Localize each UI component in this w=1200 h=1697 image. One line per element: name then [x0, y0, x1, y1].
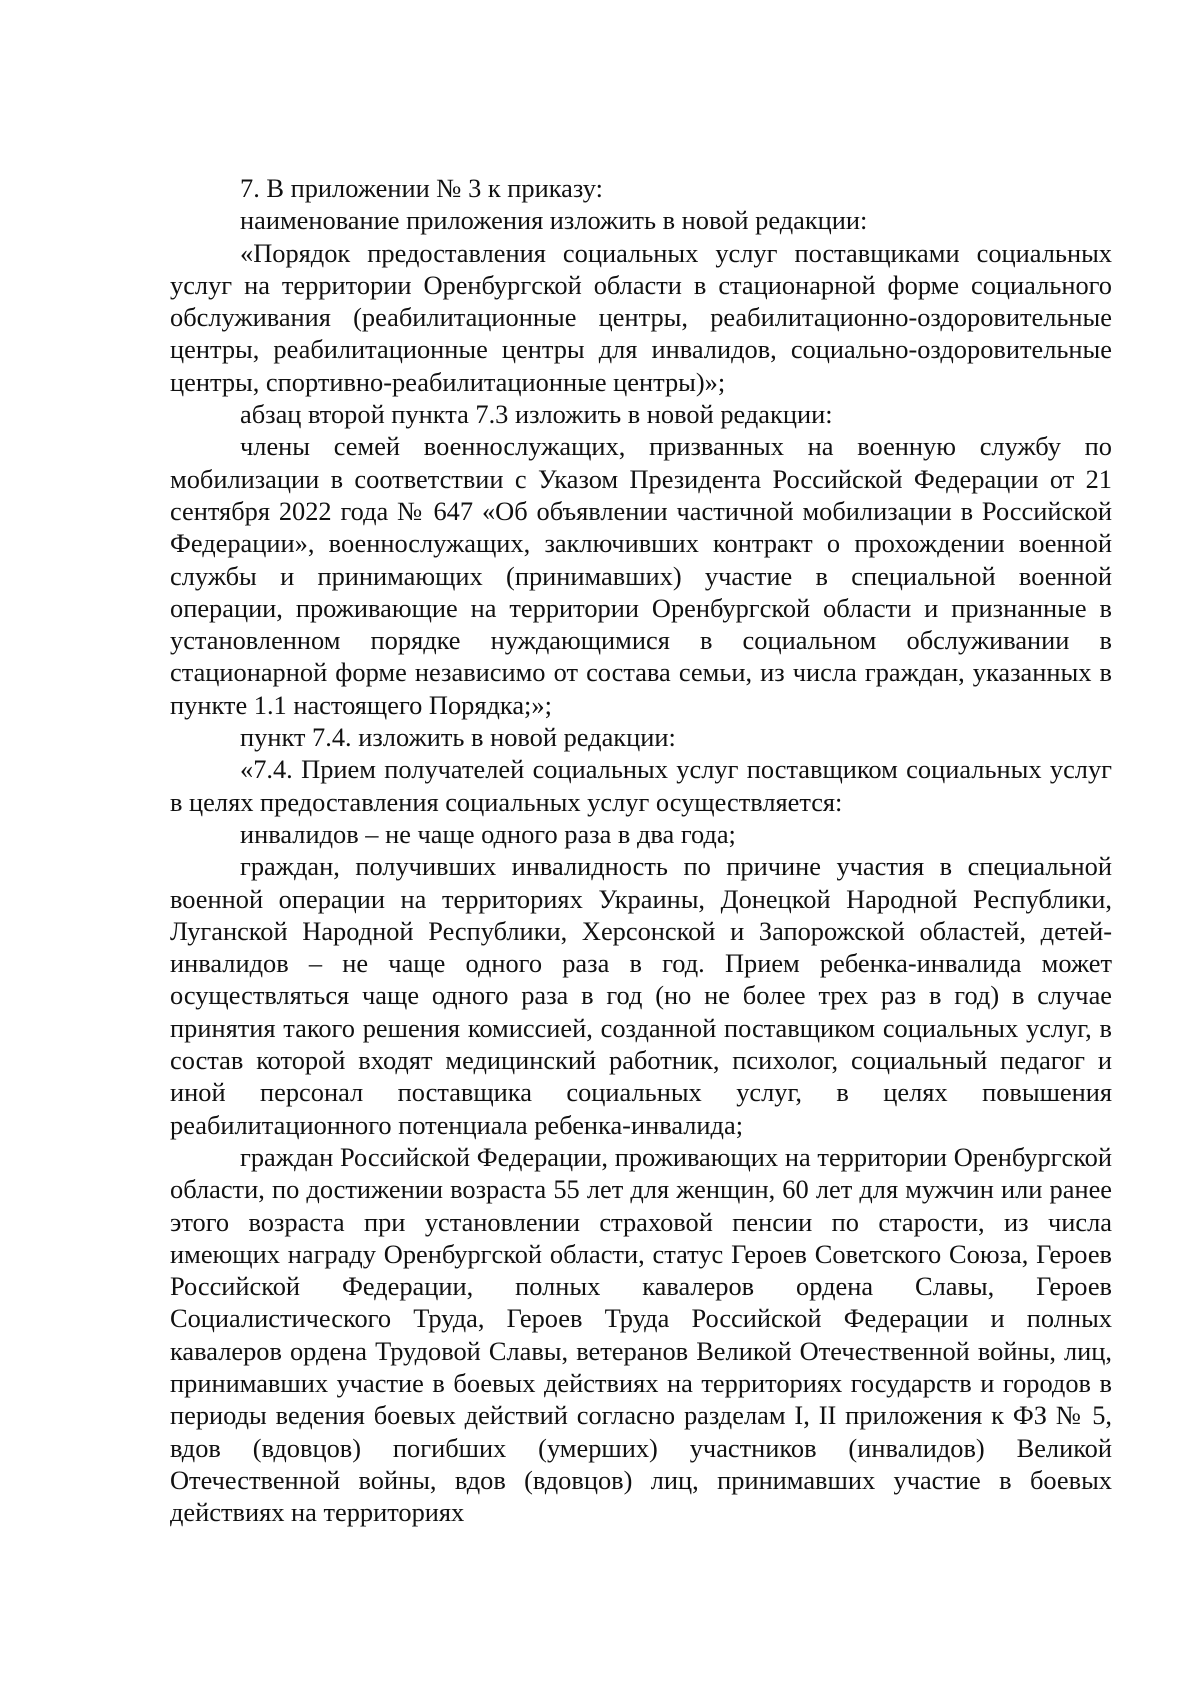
paragraph-clause-7-3-text: члены семей военнослужащих, призванных на военную службу по мобилизации в соответствии с Указом Президента Российской Федерации от 21 сентября 2022 года № 647 «Об объявлении частичной мобилизации в Российской Федерации», военнослужащих, заключивших контракт о прохождении военной службы и принимающих (принимавших) участие в специальной военной операции, проживающие на территории Оренбургской области и признанные в установленном порядке нуждающимися в социальном обслуживании в стационарной форме независимо от состава семьи, из числа граждан, указанных в пункте 1.1 настоящего Порядка;»; [170, 431, 1112, 720]
paragraph-clause-7-4-intro: пункт 7.4. изложить в новой редакции: [240, 722, 676, 753]
paragraph-clause-7-4-text: «7.4. Прием получателей социальных услуг поставщиком социальных услуг в целях предоставления социальных услуг осуществляется: [170, 754, 1112, 817]
paragraph-citizens-veterans: граждан Российской Федерации, проживающих на территории Оренбургской области, по достижении возраста 55 лет для женщин, 60 лет для мужчин или ранее этого возраста при установлении страховой пенсии по старости, из числа имеющих награду Оренбургской области, статус Героев Советского Союза, Героев Российской Федерации, полных кавалеров ордена Славы, Героев Социалистического Труда, Героев Труда Российской Федерации и полных кавалеров ордена Трудовой Славы, ветеранов Великой Отечественной войны, лиц, принимавших участие в боевых действиях на территориях государств и городов в периоды ведения боевых действий согласно разделам I, II приложения к ФЗ № 5, вдов (вдовцов) погибших (умерших) участников (инвалидов) Великой Отечественной войны, вдов (вдовцов) лиц, принимавших участие в боевых действиях на территориях [170, 1141, 1112, 1528]
paragraph-rename-annex: наименование приложения изложить в новой редакции: [240, 205, 868, 236]
paragraph-clause-7-3-intro: абзац второй пункта 7.3 изложить в новой редакции: [240, 399, 833, 430]
paragraph-item-7: 7. В приложении № 3 к приказу: [240, 173, 603, 203]
paragraph-annex-title: «Порядок предоставления социальных услуг поставщиками социальных услуг на территории Оренбургской области в стационарной форме социального обслуживания (реабилитационные центры, реабилитационно-оздоровительные центры, реабилитационные центры для инвалидов, социально-оздоровительные центры, спортивно-реабилитационные центры)»; [170, 237, 1112, 397]
paragraph-svo-disabled-children: граждан, получивших инвалидность по причине участия в специальной военной операции на территориях Украины, Донецкой Народной Республики, Луганской Народной Республики, Херсонской и Запорожской областей, детей-инвалидов – не чаще одного раза в год. Прием ребенка-инвалида может осуществляться чаще одного раза в год (но не более трех раз в год) в случае принятия такого решения комиссией, созданной поставщиком социальных услуг, в состав которой входят медицинский работник, психолог, социальный педагог и иной персонал поставщика социальных услуг, в целях повышения реабилитационного потенциала ребенка-инвалида; [170, 851, 1112, 1140]
paragraph-disabled-frequency: инвалидов – не чаще одного раза в два года; [240, 818, 736, 849]
document-body [170, 172, 1112, 1528]
